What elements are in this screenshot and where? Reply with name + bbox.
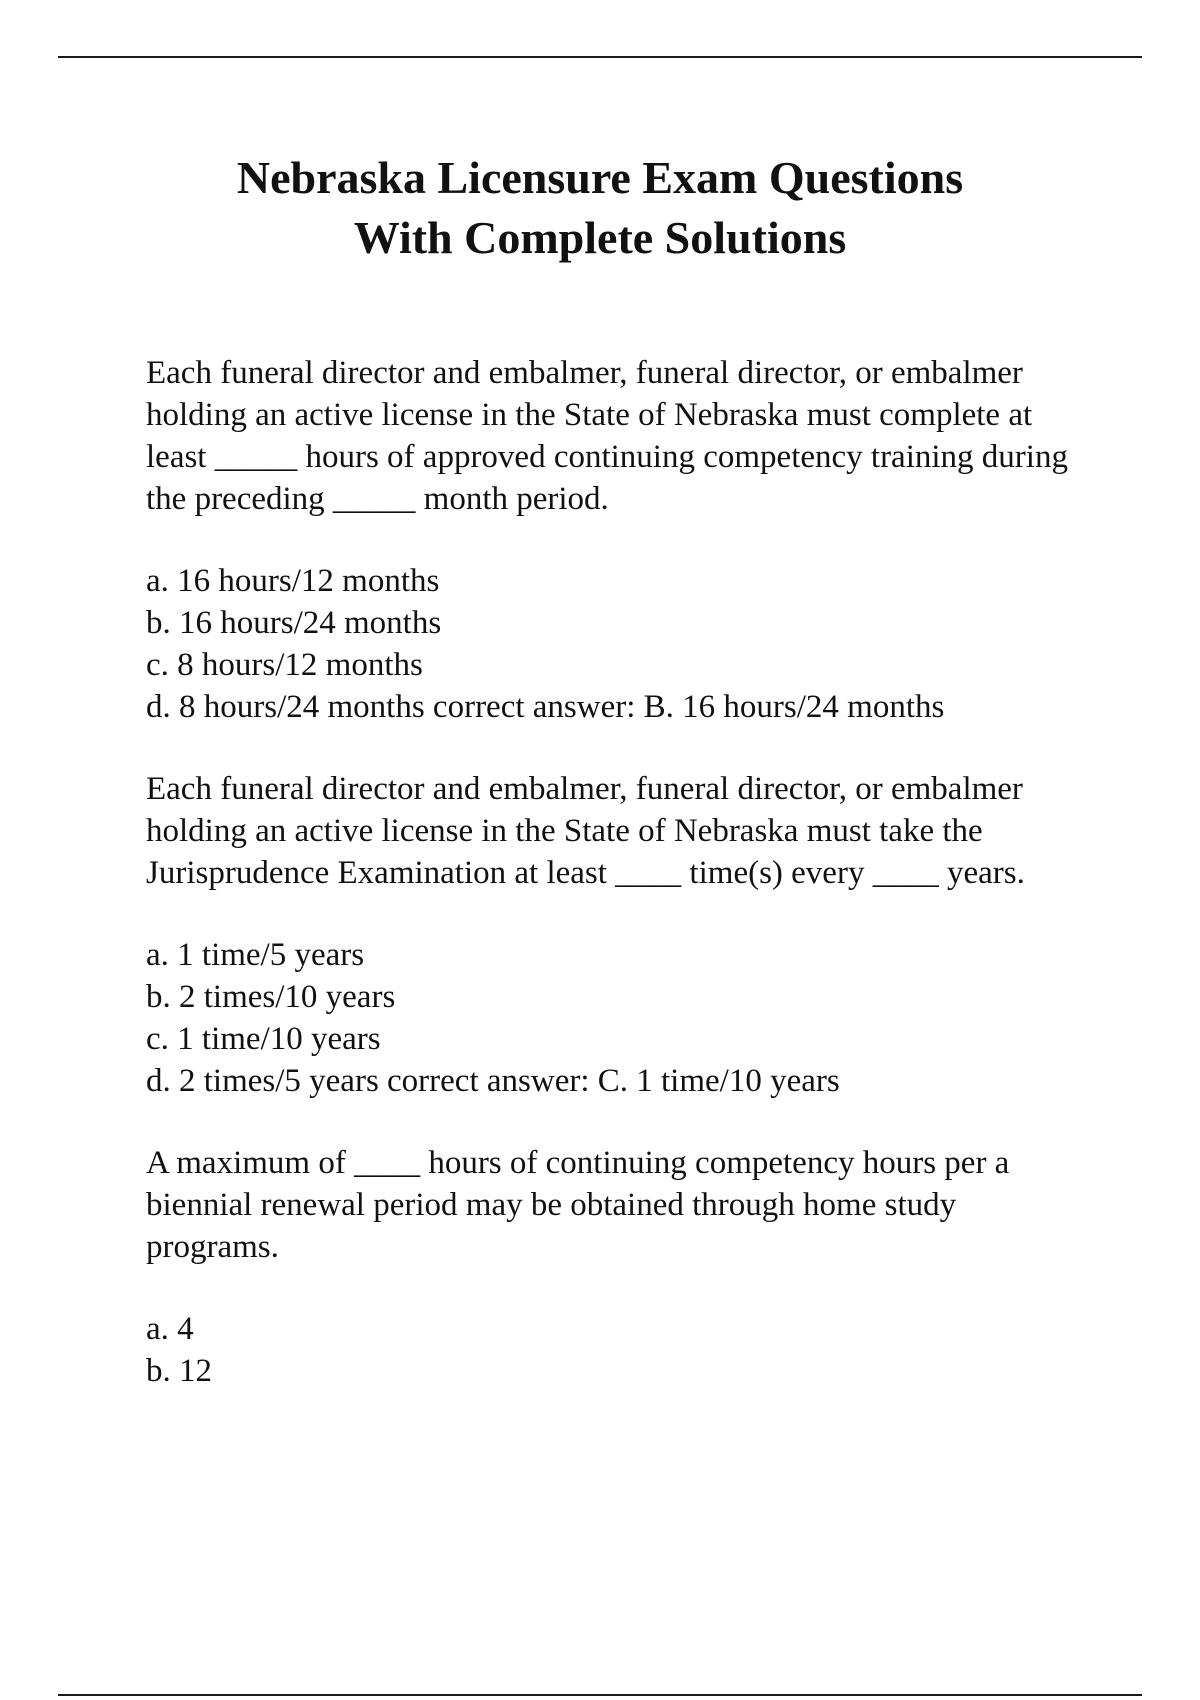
option-2d-answer: d. 2 times/5 years correct answer: C. 1 time/10 years xyxy=(146,1063,840,1099)
option-2b: b. 2 times/10 years xyxy=(146,979,396,1015)
options-list-2 xyxy=(146,934,1086,1102)
question-block-2 xyxy=(146,768,1086,1102)
option-3b: b. 12 xyxy=(146,1353,212,1389)
document-title xyxy=(0,148,1200,268)
question-text-2: Each funeral director and embalmer, funeral director, or embalmer holding an active license in the State of Nebraska must take the Jurisprudence Examination at least ____ time(s) every ____ years. xyxy=(146,771,1025,891)
option-1c: c. 8 hours/12 months xyxy=(146,647,423,683)
option-1d-answer: d. 8 hours/24 months correct answer: B. 16 hours/24 months xyxy=(146,689,945,725)
question-text-1: Each funeral director and embalmer, funeral director, or embalmer holding an active license in the State of Nebraska must complete at least _____ hours of approved continuing competency training during the preceding _____ month period. xyxy=(146,355,1068,517)
option-2a: a. 1 time/5 years xyxy=(146,937,365,973)
title-line-1: Nebraska Licensure Exam Questions xyxy=(236,152,964,203)
top-rule xyxy=(58,56,1142,58)
bottom-rule xyxy=(58,1694,1142,1696)
questions-content xyxy=(146,352,1086,1432)
question-block-3 xyxy=(146,1142,1086,1392)
option-3a: a. 4 xyxy=(146,1311,194,1347)
question-block-1 xyxy=(146,352,1086,728)
question-text-3: A maximum of ____ hours of continuing competency hours per a biennial renewal period may be obtained through home study programs. xyxy=(146,1145,1010,1265)
option-1b: b. 16 hours/24 months xyxy=(146,605,442,641)
option-2c: c. 1 time/10 years xyxy=(146,1021,381,1057)
option-1a: a. 16 hours/12 months xyxy=(146,563,440,599)
options-list-1 xyxy=(146,560,1086,728)
options-list-3 xyxy=(146,1308,1086,1392)
title-line-2: With Complete Solutions xyxy=(353,212,847,263)
